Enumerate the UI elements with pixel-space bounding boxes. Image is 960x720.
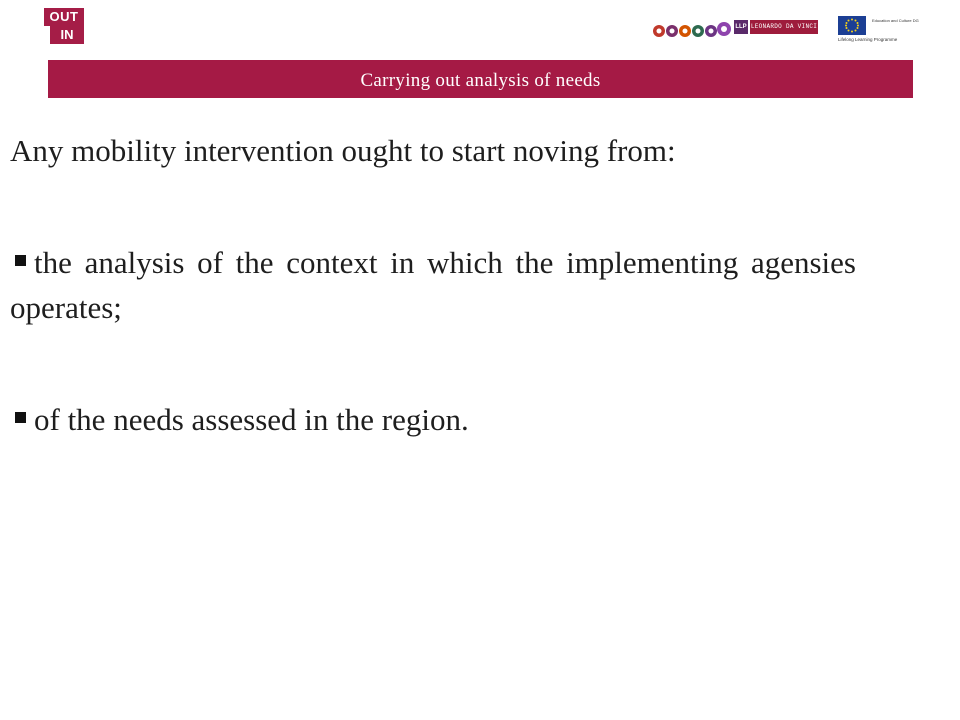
- out-in-logo: [44, 8, 86, 44]
- lifelong-learning-caption: Lifelong Learning Programme: [838, 37, 898, 42]
- logo-out-text: OUT: [44, 8, 84, 26]
- title-banner: [48, 60, 913, 98]
- llp-logo: LLP: [734, 20, 748, 34]
- bullet-item: [10, 240, 856, 330]
- logo-in-text: IN: [50, 26, 84, 44]
- slide-title: Carrying out analysis of needs: [360, 70, 601, 91]
- bullet-item: [10, 397, 856, 442]
- bullet-text: of the needs assessed in the region.: [34, 402, 469, 437]
- intro-paragraph: Any mobility intervention ought to start noving from:: [10, 133, 676, 168]
- swirl-logos-icon: [652, 18, 734, 40]
- square-bullet-icon: [15, 412, 26, 423]
- slide-body: [10, 128, 856, 442]
- eu-flag-icon: [838, 16, 866, 35]
- square-bullet-icon: [15, 255, 26, 266]
- partner-logos: [652, 16, 922, 42]
- leonardo-da-vinci-logo: LEONARDO DA VINCI: [750, 20, 818, 34]
- eu-caption: Education and Culture DG: [872, 18, 919, 23]
- bullet-text: the analysis of the context in which the implementing agensies operates;: [10, 245, 856, 325]
